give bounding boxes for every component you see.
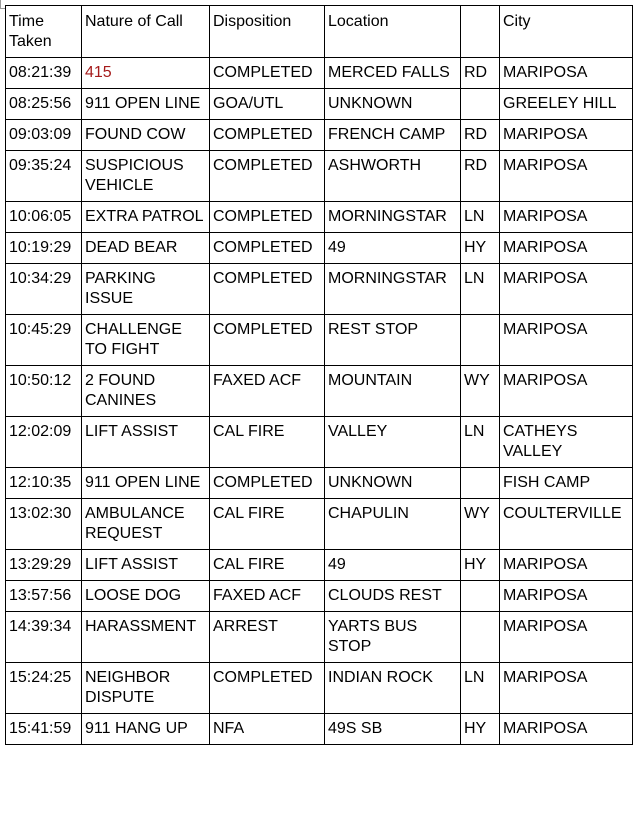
- cell-nature-of-call: 415: [82, 58, 210, 89]
- cell-location: FRENCH CAMP: [325, 120, 461, 151]
- cell-city: MARIPOSA: [500, 151, 633, 202]
- cell-city: MARIPOSA: [500, 663, 633, 714]
- cell-disposition: COMPLETED: [210, 663, 325, 714]
- cell-location: REST STOP: [325, 315, 461, 366]
- table-row: [6, 58, 633, 89]
- cell-nature-of-call: LOOSE DOG: [82, 581, 210, 612]
- cell-city: MARIPOSA: [500, 264, 633, 315]
- table-row: [6, 120, 633, 151]
- cell-disposition: COMPLETED: [210, 233, 325, 264]
- cell-time: 15:24:25: [6, 663, 82, 714]
- cell-disposition: FAXED ACF: [210, 366, 325, 417]
- cell-nature-of-call: 911 HANG UP: [82, 714, 210, 745]
- cell-location: MOUNTAIN: [325, 366, 461, 417]
- cell-nature-of-call: AMBULANCE REQUEST: [82, 499, 210, 550]
- cell-city: MARIPOSA: [500, 233, 633, 264]
- cell-disposition: COMPLETED: [210, 315, 325, 366]
- cell-nature-of-call: HARASSMENT: [82, 612, 210, 663]
- cell-city: MARIPOSA: [500, 202, 633, 233]
- cell-nature-of-call: 2 FOUND CANINES: [82, 366, 210, 417]
- cell-time: 08:25:56: [6, 89, 82, 120]
- cell-nature-of-call: DEAD BEAR: [82, 233, 210, 264]
- table-row: [6, 663, 633, 714]
- cell-nature-of-call: EXTRA PATROL: [82, 202, 210, 233]
- table-row: [6, 612, 633, 663]
- table-row: [6, 366, 633, 417]
- cell-time: 13:02:30: [6, 499, 82, 550]
- header-nature-of-call: Nature of Call: [82, 6, 210, 58]
- cell-location: UNKNOWN: [325, 468, 461, 499]
- cell-time: 10:06:05: [6, 202, 82, 233]
- cell-time: 15:41:59: [6, 714, 82, 745]
- cell-city: MARIPOSA: [500, 612, 633, 663]
- table-row: [6, 550, 633, 581]
- cell-disposition: CAL FIRE: [210, 550, 325, 581]
- cell-time: 08:21:39: [6, 58, 82, 89]
- cell-nature-of-call: 911 OPEN LINE: [82, 468, 210, 499]
- table-header: [6, 6, 633, 58]
- cell-street-suffix: [461, 315, 500, 366]
- cell-nature-of-call: FOUND COW: [82, 120, 210, 151]
- header-disposition: Disposition: [210, 6, 325, 58]
- cell-time: 10:34:29: [6, 264, 82, 315]
- table-row: [6, 202, 633, 233]
- cell-time: 10:45:29: [6, 315, 82, 366]
- cell-nature-of-call: 911 OPEN LINE: [82, 89, 210, 120]
- cell-location: YARTS BUS STOP: [325, 612, 461, 663]
- cell-location: 49S SB: [325, 714, 461, 745]
- cell-street-suffix: LN: [461, 202, 500, 233]
- cell-city: FISH CAMP: [500, 468, 633, 499]
- cell-street-suffix: HY: [461, 550, 500, 581]
- cell-nature-of-call: LIFT ASSIST: [82, 417, 210, 468]
- cell-street-suffix: LN: [461, 264, 500, 315]
- cell-street-suffix: [461, 89, 500, 120]
- cell-disposition: GOA/UTL: [210, 89, 325, 120]
- cell-location: 49: [325, 550, 461, 581]
- header-time-taken: Time Taken: [6, 6, 82, 58]
- cell-street-suffix: HY: [461, 233, 500, 264]
- cell-street-suffix: HY: [461, 714, 500, 745]
- cell-disposition: COMPLETED: [210, 468, 325, 499]
- header-city: City: [500, 6, 633, 58]
- cell-street-suffix: WY: [461, 366, 500, 417]
- cell-location: MORNINGSTAR: [325, 202, 461, 233]
- cell-disposition: NFA: [210, 714, 325, 745]
- cell-disposition: COMPLETED: [210, 202, 325, 233]
- cell-location: ASHWORTH: [325, 151, 461, 202]
- table-body: [6, 58, 633, 745]
- cell-time: 09:35:24: [6, 151, 82, 202]
- table-row: [6, 714, 633, 745]
- cell-time: 13:29:29: [6, 550, 82, 581]
- cell-city: MARIPOSA: [500, 581, 633, 612]
- cell-location: UNKNOWN: [325, 89, 461, 120]
- table-row: [6, 581, 633, 612]
- cell-city: MARIPOSA: [500, 58, 633, 89]
- cell-location: CLOUDS REST: [325, 581, 461, 612]
- cell-nature-of-call: PARKING ISSUE: [82, 264, 210, 315]
- table-row: [6, 151, 633, 202]
- cell-time: 09:03:09: [6, 120, 82, 151]
- cell-disposition: COMPLETED: [210, 58, 325, 89]
- cell-disposition: COMPLETED: [210, 264, 325, 315]
- table-row: [6, 417, 633, 468]
- cell-disposition: COMPLETED: [210, 151, 325, 202]
- cell-time: 13:57:56: [6, 581, 82, 612]
- cell-city: MARIPOSA: [500, 366, 633, 417]
- cell-city: MARIPOSA: [500, 315, 633, 366]
- table-row: [6, 89, 633, 120]
- cell-disposition: ARREST: [210, 612, 325, 663]
- cell-disposition: FAXED ACF: [210, 581, 325, 612]
- cell-location: MORNINGSTAR: [325, 264, 461, 315]
- header-street-suffix: [461, 6, 500, 58]
- cell-time: 12:02:09: [6, 417, 82, 468]
- cell-nature-of-call: SUSPICIOUS VEHICLE: [82, 151, 210, 202]
- cell-time: 14:39:34: [6, 612, 82, 663]
- cell-street-suffix: [461, 612, 500, 663]
- cell-street-suffix: LN: [461, 417, 500, 468]
- cell-city: COULTERVILLE: [500, 499, 633, 550]
- table-row: [6, 499, 633, 550]
- cell-location: CHAPULIN: [325, 499, 461, 550]
- table-row: [6, 233, 633, 264]
- cell-street-suffix: RD: [461, 151, 500, 202]
- table-row: [6, 468, 633, 499]
- cell-street-suffix: RD: [461, 120, 500, 151]
- cell-location: MERCED FALLS: [325, 58, 461, 89]
- header-row: [6, 6, 633, 58]
- cell-street-suffix: WY: [461, 499, 500, 550]
- cell-location: 49: [325, 233, 461, 264]
- cell-street-suffix: LN: [461, 663, 500, 714]
- call-log-table: [5, 5, 633, 745]
- cell-disposition: CAL FIRE: [210, 417, 325, 468]
- cell-street-suffix: [461, 468, 500, 499]
- table-row: [6, 315, 633, 366]
- cell-disposition: CAL FIRE: [210, 499, 325, 550]
- cell-street-suffix: [461, 581, 500, 612]
- call-log-container: [5, 5, 633, 745]
- table-row: [6, 264, 633, 315]
- cell-disposition: COMPLETED: [210, 120, 325, 151]
- cell-location: INDIAN ROCK: [325, 663, 461, 714]
- cell-city: MARIPOSA: [500, 714, 633, 745]
- cell-location: VALLEY: [325, 417, 461, 468]
- cell-street-suffix: RD: [461, 58, 500, 89]
- cell-nature-of-call: LIFT ASSIST: [82, 550, 210, 581]
- cell-city: MARIPOSA: [500, 120, 633, 151]
- cell-nature-of-call: NEIGHBOR DISPUTE: [82, 663, 210, 714]
- cell-time: 12:10:35: [6, 468, 82, 499]
- cell-city: GREELEY HILL: [500, 89, 633, 120]
- cell-nature-of-call: CHALLENGE TO FIGHT: [82, 315, 210, 366]
- cell-city: CATHEYS VALLEY: [500, 417, 633, 468]
- header-location: Location: [325, 6, 461, 58]
- cell-city: MARIPOSA: [500, 550, 633, 581]
- cell-time: 10:19:29: [6, 233, 82, 264]
- cell-time: 10:50:12: [6, 366, 82, 417]
